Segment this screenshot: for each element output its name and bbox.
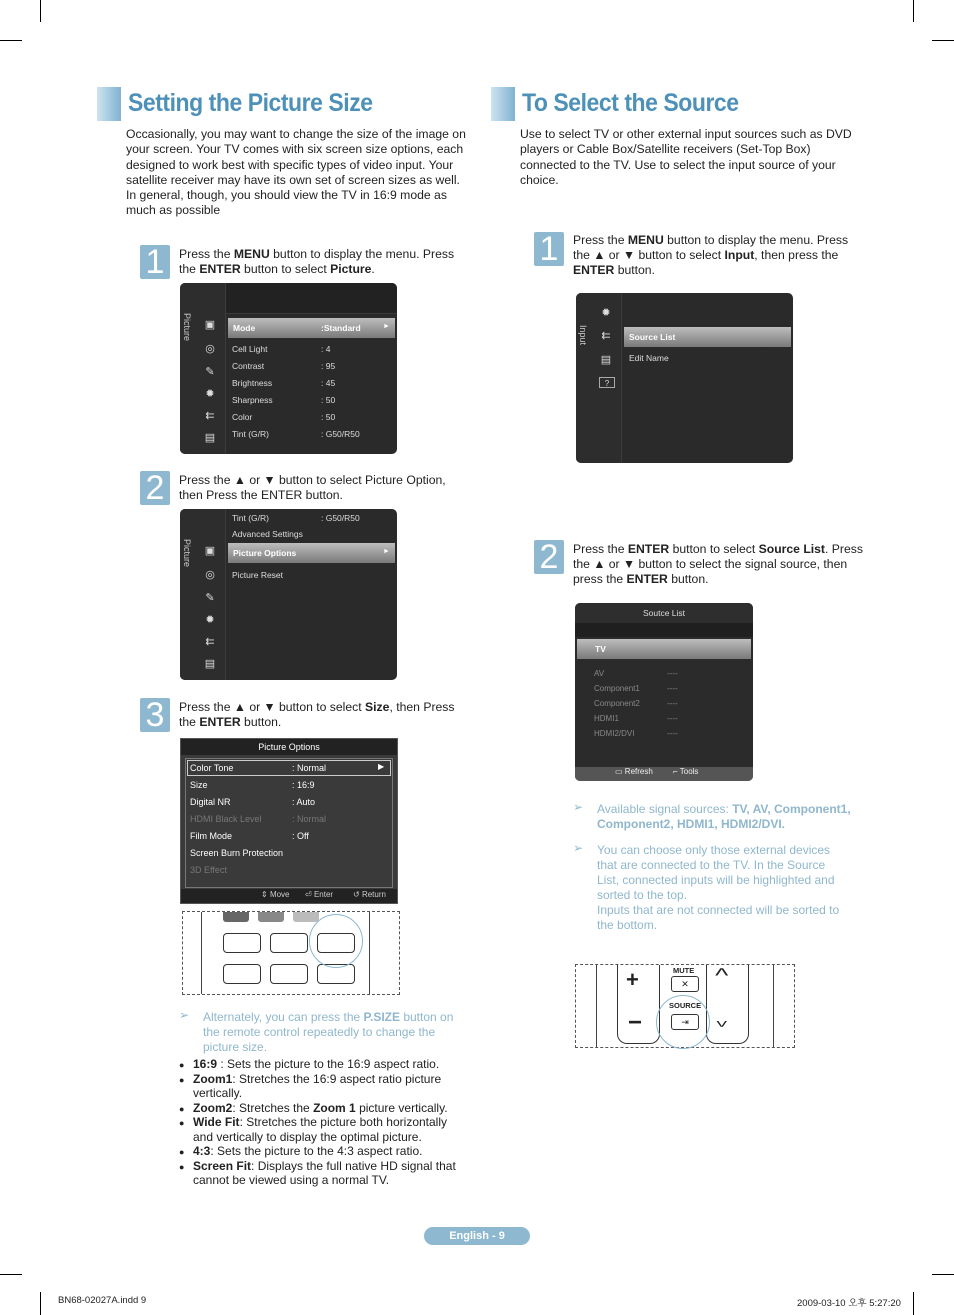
option-value: : Off	[292, 831, 309, 841]
menu-item-value: : G50/R50	[321, 429, 360, 439]
note-arrow-icon: ➢	[179, 1008, 190, 1022]
option-name[interactable]: HDMI Black Level	[190, 814, 262, 824]
size-options-list	[179, 1057, 464, 1188]
source-item[interactable]: Component1	[594, 684, 640, 693]
channel-icon: ✎	[205, 366, 215, 378]
menu-item-value: : 4	[321, 344, 331, 354]
option-value: : Auto	[292, 797, 316, 807]
picture-size-intro: Occasionally, you may want to change the size of the image on your screen. Your TV comes with six screen size options, each designed to work best with specific types of video input. Your satellite receiver may have its own set of screen sizes as well. In general, though, you should view the TV in 16:9 mode as much as possible	[126, 127, 466, 218]
tools-icon: ⌐	[673, 767, 678, 776]
step-1-text: Press the MENU button to display the menu. Press the ENTER button to select Picture.	[179, 247, 455, 276]
menu-item-tint[interactable]: Tint (G/R)	[232, 513, 269, 523]
menu-item-edit-name[interactable]: Edit Name	[629, 353, 669, 363]
step-number: 2	[534, 540, 564, 574]
source-item-status: ----	[667, 714, 678, 723]
list-item: ● Zoom1: Stretches the 16:9 aspect ratio picture vertically.	[179, 1072, 464, 1101]
source-step-2-text: Press the ENTER button to select Source List. Press the ▲ or ▼ button to select the signal source, then press the ENTER button.	[573, 542, 863, 586]
application-icon: ▤	[204, 432, 216, 444]
panel-title: Soutce List	[642, 608, 686, 618]
highlight-circle	[656, 995, 710, 1049]
title-accent	[491, 87, 515, 121]
menu-item-source-list[interactable]: Source List	[624, 327, 791, 347]
enter-icon: ⏎	[305, 890, 312, 899]
channel-icon: ✎	[205, 592, 215, 604]
title-accent	[97, 87, 121, 121]
option-name[interactable]: Color Tone	[190, 763, 234, 773]
option-value: : 16:9	[292, 780, 315, 790]
option-name[interactable]: Screen Burn Protection	[190, 848, 284, 858]
menu-item-name[interactable]: Color	[232, 412, 253, 422]
menu-side-label: Picture	[182, 539, 192, 568]
channel-up-icon: ^	[715, 965, 729, 987]
updown-icon: ⇕	[261, 890, 268, 899]
picture-icon: ▣	[204, 319, 216, 331]
footer-move: ⇕ Move	[261, 890, 290, 899]
option-name[interactable]: Digital NR	[190, 797, 231, 807]
setup-icon: ✹	[601, 307, 611, 319]
option-name[interactable]: Film Mode	[190, 831, 233, 841]
signal-sources-note: Available signal sources: TV, AV, Component1, Component2, HDMI1, HDMI2/DVI.	[597, 802, 851, 831]
page-number: English - 9	[424, 1227, 530, 1245]
application-icon: ▤	[204, 658, 216, 670]
list-item: ● Screen Fit: Displays the full native HD signal that cannot be viewed using a normal TV.	[179, 1159, 464, 1188]
menu-item-value: : 45	[321, 378, 336, 388]
note-arrow-icon: ➢	[573, 841, 584, 855]
list-item: ● Wide Fit: Stretches the picture both horizontally and vertically to display the optimal picture.	[179, 1115, 464, 1144]
menu-item-name[interactable]: Sharpness	[232, 395, 273, 405]
channel-down-icon: ^	[716, 1012, 728, 1029]
panel-title: Picture Options	[181, 739, 397, 755]
menu-item-picture-reset[interactable]: Picture Reset	[232, 570, 284, 580]
setup-icon: ✹	[205, 388, 215, 400]
return-icon: ↺	[353, 890, 360, 899]
chevron-right-icon: ►	[383, 548, 390, 555]
volume-up-icon: +	[626, 967, 639, 992]
source-item-tv[interactable]: TV	[577, 639, 751, 659]
input-menu	[576, 293, 793, 463]
note-arrow-icon: ➢	[573, 800, 584, 814]
source-item[interactable]: HDMI1	[594, 714, 619, 723]
source-label: SOURCE	[669, 1001, 702, 1010]
source-item[interactable]: AV	[594, 669, 605, 678]
source-icon: ⇥	[681, 1017, 689, 1027]
footer-refresh: ▭ Refresh	[615, 767, 653, 776]
menu-side-label: Input	[578, 325, 588, 346]
remote-illustration-psize	[182, 911, 400, 995]
step-number: 1	[140, 245, 170, 279]
refresh-icon: ▭	[615, 767, 623, 776]
option-name[interactable]: 3D Effect	[190, 865, 227, 875]
date-slug: 2009-03-10 오후 5:27:20	[797, 1298, 901, 1309]
source-item-status: ----	[667, 669, 678, 678]
select-source-intro: Use to select TV or other external input sources such as DVD players or Cable Box/Satellite receivers (Set-Top Box) connected to the TV. Use to select the input source of your choice.	[520, 127, 852, 187]
footer-return: ↺ Return	[353, 890, 386, 899]
highlight-circle	[309, 914, 363, 968]
menu-item-value: : 50	[321, 412, 336, 422]
menu-item-value: : 50	[321, 395, 336, 405]
option-name[interactable]: Size	[190, 780, 208, 790]
sound-icon: ◎	[205, 343, 215, 355]
section-title-picture-size: Setting the Picture Size	[128, 89, 373, 117]
source-item[interactable]: HDMI2/DVI	[594, 729, 635, 738]
menu-item-picture-options[interactable]: Picture Options ►	[228, 543, 395, 563]
step-number: 3	[140, 698, 170, 732]
step-3-text: Press the ▲ or ▼ button to select Size, then Press the ENTER button.	[179, 700, 455, 729]
source-item-status: ----	[667, 729, 678, 738]
support-icon: ?	[599, 377, 615, 388]
menu-item-advanced-settings[interactable]: Advanced Settings	[232, 529, 303, 539]
step-number: 2	[140, 471, 170, 505]
menu-item-value: : 95	[321, 361, 336, 371]
picture-icon: ▣	[204, 545, 216, 557]
psize-note: Alternately, you can press the P.SIZE button on the remote control repeatedly to change the picture size.	[203, 1010, 454, 1054]
input-icon: ⇇	[205, 636, 215, 648]
footer-tools: ⌐ Tools	[673, 767, 699, 776]
mute-label: MUTE	[673, 966, 695, 975]
remote-illustration-source	[575, 964, 795, 1048]
picture-menu	[180, 283, 397, 454]
volume-down-icon: −	[628, 1009, 643, 1036]
list-item: ● 16:9 : Sets the picture to the 16:9 aspect ratio.	[179, 1057, 464, 1072]
list-item: ● 4:3: Sets the picture to the 4:3 aspect ratio.	[179, 1144, 464, 1159]
source-step-1-text: Press the MENU button to display the menu. Press the ▲ or ▼ button to select Input, then press the ENTER button.	[573, 233, 849, 277]
option-value: : Normal	[292, 763, 327, 773]
menu-item-tint-value: : G50/R50	[321, 513, 360, 523]
input-icon: ⇇	[205, 410, 215, 422]
step-number: 1	[534, 232, 564, 266]
source-item[interactable]: Component2	[594, 699, 640, 708]
menu-item-name[interactable]: Cell Light	[232, 344, 268, 354]
connected-devices-note: You can choose only those external devices that are connected to the TV. In the Source List, connected inputs will be highlighted and sorted to the top. Inputs that are not connected will be sorted to the bottom.	[597, 843, 840, 932]
section-title-select-source: To Select the Source	[522, 89, 739, 117]
step-2-text: Press the ▲ or ▼ button to select Picture Option, then Press the ENTER button.	[179, 473, 446, 502]
picture-options-menu	[180, 509, 397, 680]
source-item-status: ----	[667, 699, 678, 708]
option-value: : Normal	[292, 814, 327, 824]
picture-options-panel	[180, 738, 398, 904]
menu-item-name[interactable]: Tint (G/R)	[232, 429, 269, 439]
sound-icon: ◎	[205, 569, 215, 581]
source-list-panel	[575, 603, 753, 781]
footer-enter: ⏎ Enter	[305, 890, 334, 899]
file-slug: BN68-02027A.indd 9	[58, 1295, 147, 1306]
setup-icon: ✹	[205, 614, 215, 626]
menu-side-label: Picture	[182, 313, 192, 342]
source-item-status: ----	[667, 684, 678, 693]
menu-item-name[interactable]: Brightness	[232, 378, 273, 388]
input-icon: ⇇	[601, 330, 611, 342]
mute-button[interactable]	[671, 976, 699, 992]
menu-item-mode[interactable]: Mode :Standard ►	[228, 318, 395, 338]
chevron-right-icon: ►	[383, 323, 390, 330]
menu-item-name[interactable]: Contrast	[232, 361, 265, 371]
chevron-right-icon: ▶	[378, 762, 385, 771]
mute-icon: ✕	[681, 979, 689, 989]
list-item: ● Zoom2: Stretches the Zoom 1 picture vertically.	[179, 1101, 464, 1116]
application-icon: ▤	[600, 354, 612, 366]
